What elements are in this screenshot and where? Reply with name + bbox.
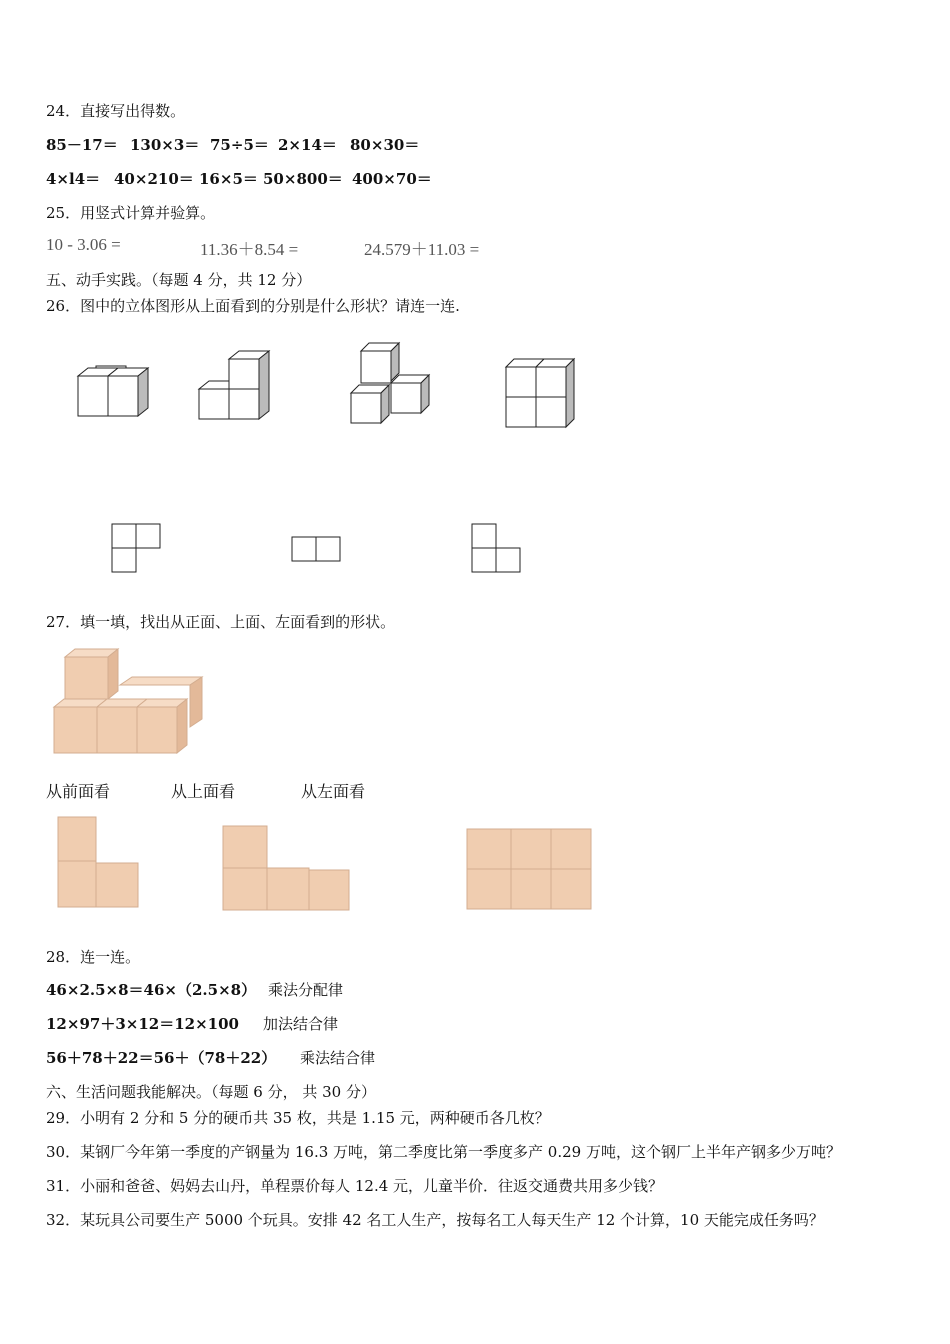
- q28-expression-2: 12×97＋3×12＝12×100: [46, 1015, 239, 1033]
- q27-solid-figure: [50, 647, 210, 757]
- question-29: 29．小明有 2 分和 5 分的硬币共 35 枚，共是 1.15 元，两种硬币各几枚？: [46, 1109, 550, 1127]
- view-shape-3: [465, 827, 605, 917]
- section-5-heading: 五、动手实践。（每题 4 分，共 12 分）: [46, 271, 312, 289]
- question-32: 32．某玩具公司要生产 5000 个玩具。安排 42 名工人生产，按每名工人每天生产 12 个计算，10 天能完成任务吗？: [46, 1211, 824, 1229]
- q25-item: 11.36＋8.54 =: [200, 240, 299, 259]
- top-view-shape-3: [471, 523, 531, 583]
- view-shape-2: [221, 824, 361, 919]
- top-view-shape-1: [111, 523, 171, 583]
- view-label-front: 从前面看: [46, 782, 111, 801]
- view-label-top: 从上面看: [171, 782, 236, 801]
- q28-title: 28．连一连。: [46, 948, 141, 966]
- solid-figure-3: [349, 341, 439, 431]
- q24-item: 16×5＝: [199, 170, 258, 188]
- q24-item: 85－17＝: [46, 136, 118, 154]
- q28-law-3: 乘法结合律: [300, 1049, 376, 1067]
- q25-calculations: [46, 235, 546, 257]
- question-30: 30．某钢厂今年第一季度的产钢量为 16.3 万吨，第二季度比第一季度多产 0.29 万吨，这个钢厂上半年产钢多少万吨？: [46, 1143, 841, 1161]
- view-label-left: 从左面看: [301, 782, 366, 801]
- view-shape-1: [56, 815, 146, 915]
- solid-figure-2: [197, 349, 277, 429]
- q28-law-2: 加法结合律: [263, 1015, 339, 1033]
- q24-item: 400×70＝: [352, 170, 432, 188]
- q24-item: 75÷5＝: [210, 136, 269, 154]
- q24-item: 2×14＝: [278, 136, 337, 154]
- q24-item: 50×800＝: [263, 170, 343, 188]
- q24-item: 4×l4＝: [46, 170, 101, 188]
- q24-item: 130×3＝: [130, 136, 200, 154]
- q28-expression-1: 46×2.5×8＝46×（2.5×8）: [46, 981, 257, 999]
- q25-title: 25．用竖式计算并验算。: [46, 204, 216, 222]
- solid-figure-4: [504, 357, 584, 437]
- q25-item: 10 - 3.06 =: [46, 235, 121, 254]
- q24-item: 40×210＝: [114, 170, 194, 188]
- q28-expression-3: 56＋78＋22＝56＋（78＋22）: [46, 1049, 277, 1067]
- q28-law-1: 乘法分配律: [268, 981, 344, 999]
- q25-item: 24.579＋11.03 =: [364, 240, 480, 259]
- q24-item: 80×30＝: [350, 136, 420, 154]
- top-view-shape-2: [291, 536, 351, 566]
- q27-title: 27．填一填，找出从正面、上面、左面看到的形状。: [46, 613, 396, 631]
- section-6-heading: 六、生活问题我能解决。（每题 6 分， 共 30 分）: [46, 1083, 376, 1101]
- solid-figure-1: [76, 366, 156, 426]
- question-31: 31．小丽和爸爸、妈妈去山丹，单程票价每人 12.4 元，儿童半价．往返交通费共用多少钱？: [46, 1177, 664, 1195]
- q24-title: 24．直接写出得数。: [46, 102, 186, 120]
- q26-title: 26．图中的立体图形从上面看到的分别是什么形状？请连一连.: [46, 297, 460, 315]
